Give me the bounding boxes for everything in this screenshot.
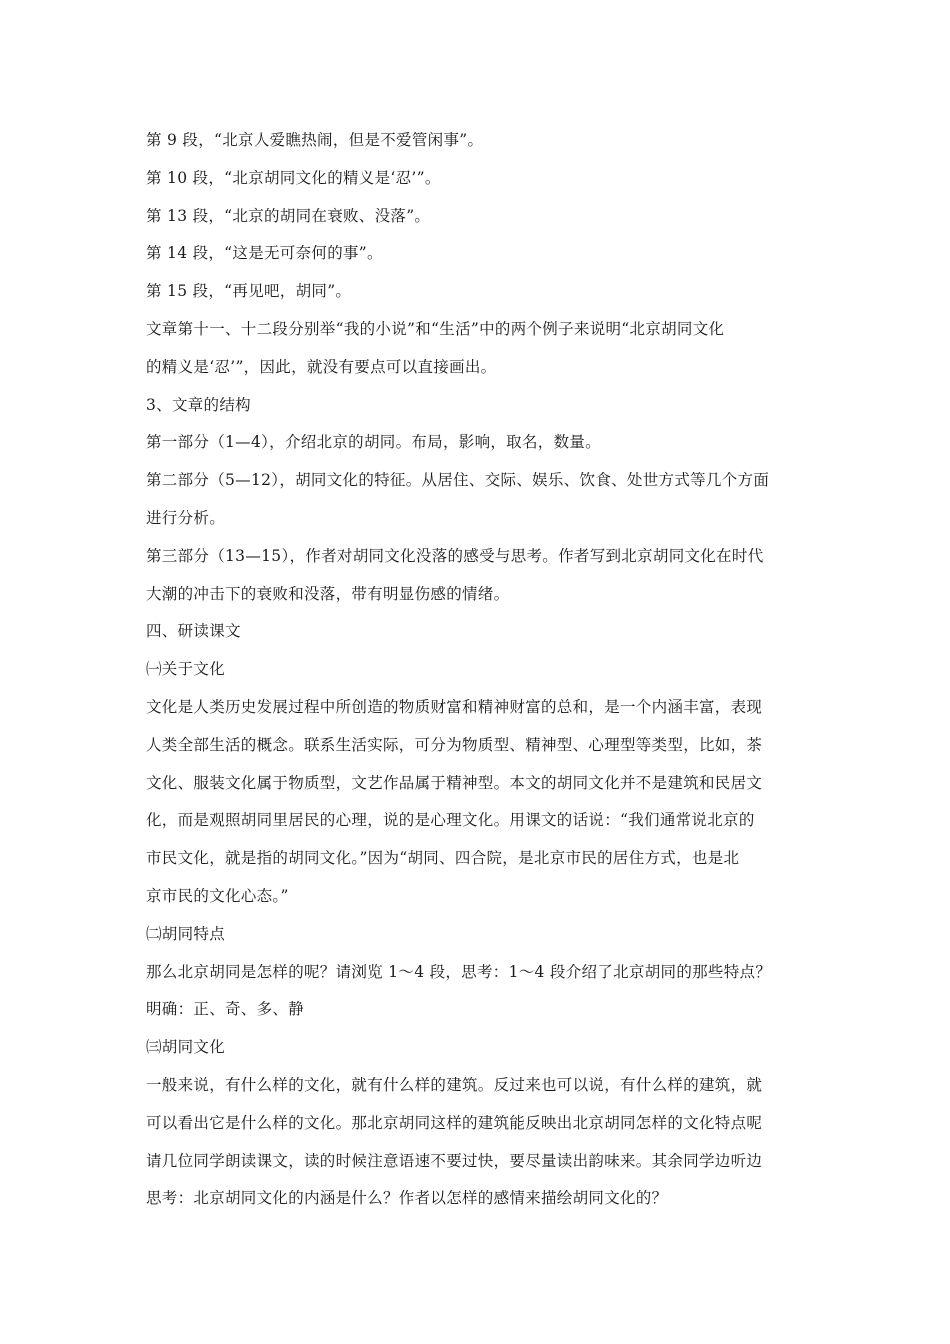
paragraph-line: 那么北京胡同是怎样的呢？请浏览 1～4 段，思考：1～4 段介绍了北京胡同的那些特点？ <box>146 962 772 981</box>
paragraph-line: 第 15 段，“再见吧，胡同”。 <box>146 282 352 301</box>
subsection-heading: ㈡胡同特点 <box>146 924 226 943</box>
paragraph-line: 文化、服装文化属于物质型，文艺作品属于精神型。本文的胡同文化并不是建筑和民居文 <box>146 773 763 792</box>
paragraph-line: 人类全部生活的概念。联系生活实际，可分为物质型、精神型、心理型等类型，比如，茶 <box>146 735 763 754</box>
subsection-heading: ㈠关于文化 <box>146 660 226 679</box>
paragraph-line: 的精义是‘忍’”，因此，就没有要点可以直接画出。 <box>146 357 497 376</box>
paragraph-line: 市民文化，就是指的胡同文化。”因为“胡同、四合院，是北京市民的居住方式，也是北 <box>146 849 740 868</box>
paragraph-line: 文化是人类历史发展过程中所创造的物质财富和精神财富的总和，是一个内涵丰富，表现 <box>146 697 763 716</box>
paragraph-line: 第二部分（5—12），胡同文化的特征。从居住、交际、娱乐、饮食、处世方式等几个方面 <box>146 471 770 490</box>
paragraph-line: 第 10 段，“北京胡同文化的精义是‘忍’”。 <box>146 168 441 187</box>
paragraph-line: 大潮的冲击下的衰败和没落，带有明显伤感的情绪。 <box>146 584 510 603</box>
paragraph-line: 京市民的文化心态。” <box>146 886 289 905</box>
paragraph-line: 进行分析。 <box>146 508 226 527</box>
paragraph-line: 第三部分（13—15），作者对胡同文化没落的感受与思考。作者写到北京胡同文化在时代 <box>146 546 764 565</box>
paragraph-line: 一般来说，有什么样的文化，就有什么样的建筑。反过来也可以说，有什么样的建筑，就 <box>146 1075 763 1094</box>
paragraph-line: 可以看出它是什么样的文化。那北京胡同这样的建筑能反映出北京胡同怎样的文化特点呢 <box>146 1113 763 1132</box>
paragraph-line: 思考：北京胡同文化的内涵是什么？作者以怎样的感情来描绘胡同文化的？ <box>146 1189 668 1208</box>
paragraph-line: 文章第十一、十二段分别举“我的小说”和“生活”中的两个例子来说明“北京胡同文化 <box>146 319 725 338</box>
section-heading: 四、研读课文 <box>146 622 241 641</box>
paragraph-line: 第 14 段，“这是无可奈何的事”。 <box>146 244 383 263</box>
subsection-heading: ㈢胡同文化 <box>146 1038 226 1057</box>
paragraph-line: 第一部分（1—4），介绍北京的胡同。布局，影响，取名，数量。 <box>146 433 601 452</box>
document-body <box>146 122 811 1218</box>
section-heading: 3、文章的结构 <box>146 395 251 414</box>
paragraph-line: 第 9 段，“北京人爱瞧热闹，但是不爱管闲事”。 <box>146 131 484 149</box>
paragraph-line: 请几位同学朗读课文，读的时候注意语速不要过快，要尽量读出韵味来。其余同学边听边 <box>146 1151 763 1170</box>
paragraph-line: 第 13 段，“北京的胡同在衰败、没落”。 <box>146 206 431 225</box>
paragraph-line: 化，而是观照胡同里居民的心理，说的是心理文化。用课文的话说：“我们通常说北京的 <box>146 811 755 830</box>
paragraph-line: 明确：正、奇、多、静 <box>146 1000 305 1019</box>
